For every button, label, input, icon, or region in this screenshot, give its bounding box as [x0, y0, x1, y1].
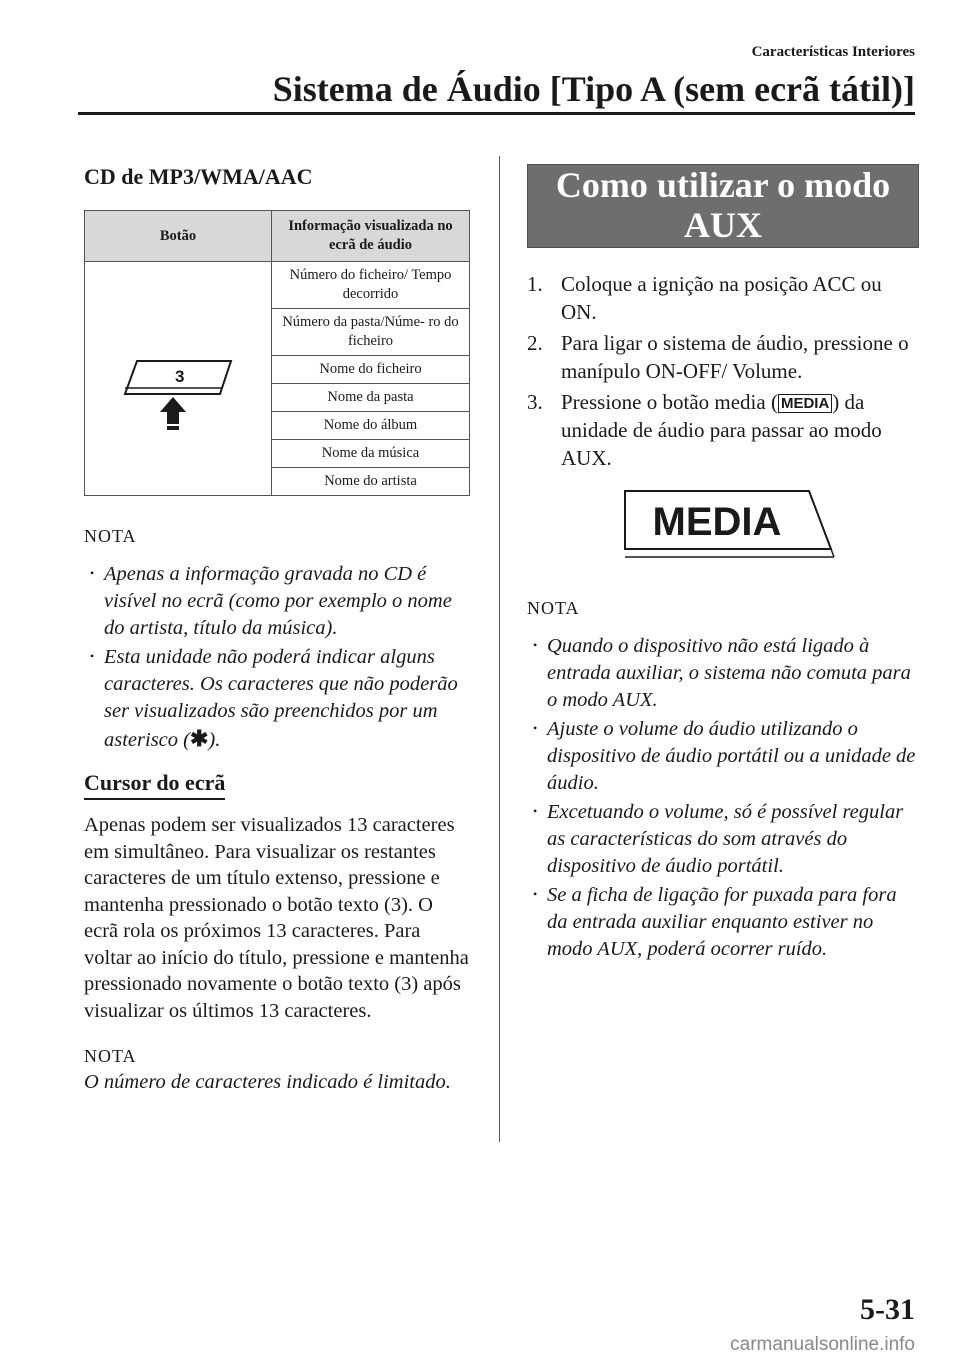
table-row: Número da pasta/Núme- ro do ficheiro [272, 309, 470, 356]
table-header-info: Informação visualizada no ecrã de áudio [272, 211, 470, 262]
table-header-button: Botão [85, 211, 272, 262]
nota-label: NOTA [84, 1046, 137, 1066]
asterisk-icon: ✱ [189, 726, 209, 751]
step-text: Coloque a ignição na posição ACC ou ON. [561, 272, 882, 324]
page-number: 5-31 [860, 1293, 915, 1326]
table-row: Número do ficheiro/ Tempo decorrido [272, 262, 470, 309]
cursor-heading: Cursor do ecrã [84, 770, 225, 800]
media-icon: MEDIA [778, 394, 832, 413]
subheading-cd: CD de MP3/WMA/AAC [84, 164, 313, 189]
step-item [527, 270, 917, 326]
button-cell [85, 262, 272, 496]
nota-text: O número de caracteres indicado é limitado. [84, 1071, 451, 1093]
step-number: 1. [527, 272, 543, 296]
banner-line: Como utilizar o modo [555, 165, 891, 205]
watermark: carmanualsonline.info [730, 1334, 915, 1355]
nota-label: NOTA [527, 598, 580, 618]
step-item [527, 329, 917, 385]
step-text: Para ligar o sistema de áudio, pressione o manípulo ON-OFF/ Volume. [561, 331, 909, 383]
list-item: • Quando o dispositivo não está ligado à entrada auxiliar, o sistema não comuta para o modo AUX. [527, 633, 917, 714]
table-row: Nome do ficheiro [272, 356, 470, 384]
page-title: Sistema de Áudio [Tipo A (sem ecrã tátil)] [272, 69, 915, 109]
step-number: 3. [527, 390, 543, 414]
list-item: • Apenas a informação gravada no CD é visível no ecrã (como por exemplo o nome do artista, título da música). [84, 561, 472, 642]
nota-label: NOTA [84, 526, 137, 546]
list-item: • Se a ficha de ligação for puxada para fora da entrada auxiliar enquanto estiver no modo AUX, poderá ocorrer ruído. [527, 882, 917, 963]
step-text: ) da unidade de áudio para passar ao modo AUX. [561, 390, 882, 470]
aux-banner [527, 164, 919, 248]
media-button-illustration [617, 487, 837, 567]
info-table [84, 210, 470, 496]
left-column [84, 164, 472, 1096]
table-row: Nome do álbum [272, 412, 470, 440]
table-row: Nome do artista [272, 468, 470, 496]
table-row: Nome da pasta [272, 384, 470, 412]
step-number: 2. [527, 331, 543, 355]
nota-list [84, 561, 472, 754]
table-row: Nome da música [272, 440, 470, 468]
cursor-paragraph: Apenas podem ser visualizados 13 caracteres em simultâneo. Para visualizar os restantes caracteres de um título extenso, pressione e mantenha pressionado o botão texto (3). O ecrã rola os próximos 13 caracteres. Para voltar ao início do título, pressione e mantenha pressionado novamente o botão texto (3) após visualizar os últimos 13 caracteres. [84, 814, 469, 1022]
list-item: • Ajuste o volume do áudio utilizando o dispositivo de áudio portátil ou a unidade de áudio. [527, 716, 917, 797]
step-text: Pressione o botão media ( [561, 390, 778, 414]
text-button-icon [85, 321, 271, 431]
right-column [527, 164, 917, 965]
media-button-label: MEDIA [652, 500, 782, 544]
list-item: • Excetuando o volume, só é possível regular as características do som através do dispositivo de áudio portátil. [527, 799, 917, 880]
banner-line: AUX [684, 205, 762, 245]
steps-list [527, 270, 917, 472]
list-item-text: Esta unidade não poderá indicar alguns caracteres. Os caracteres que não poderão ser visualizados são preenchidos por um asterisco ( [104, 646, 458, 751]
button-number-label: 3 [175, 366, 185, 386]
section-label: Características Interiores [751, 44, 915, 60]
list-item [84, 644, 472, 754]
header-rule [78, 112, 915, 115]
column-separator [499, 156, 500, 1142]
step-item [527, 388, 917, 472]
list-item-text-end: ). [208, 729, 221, 751]
nota-list [527, 633, 917, 963]
